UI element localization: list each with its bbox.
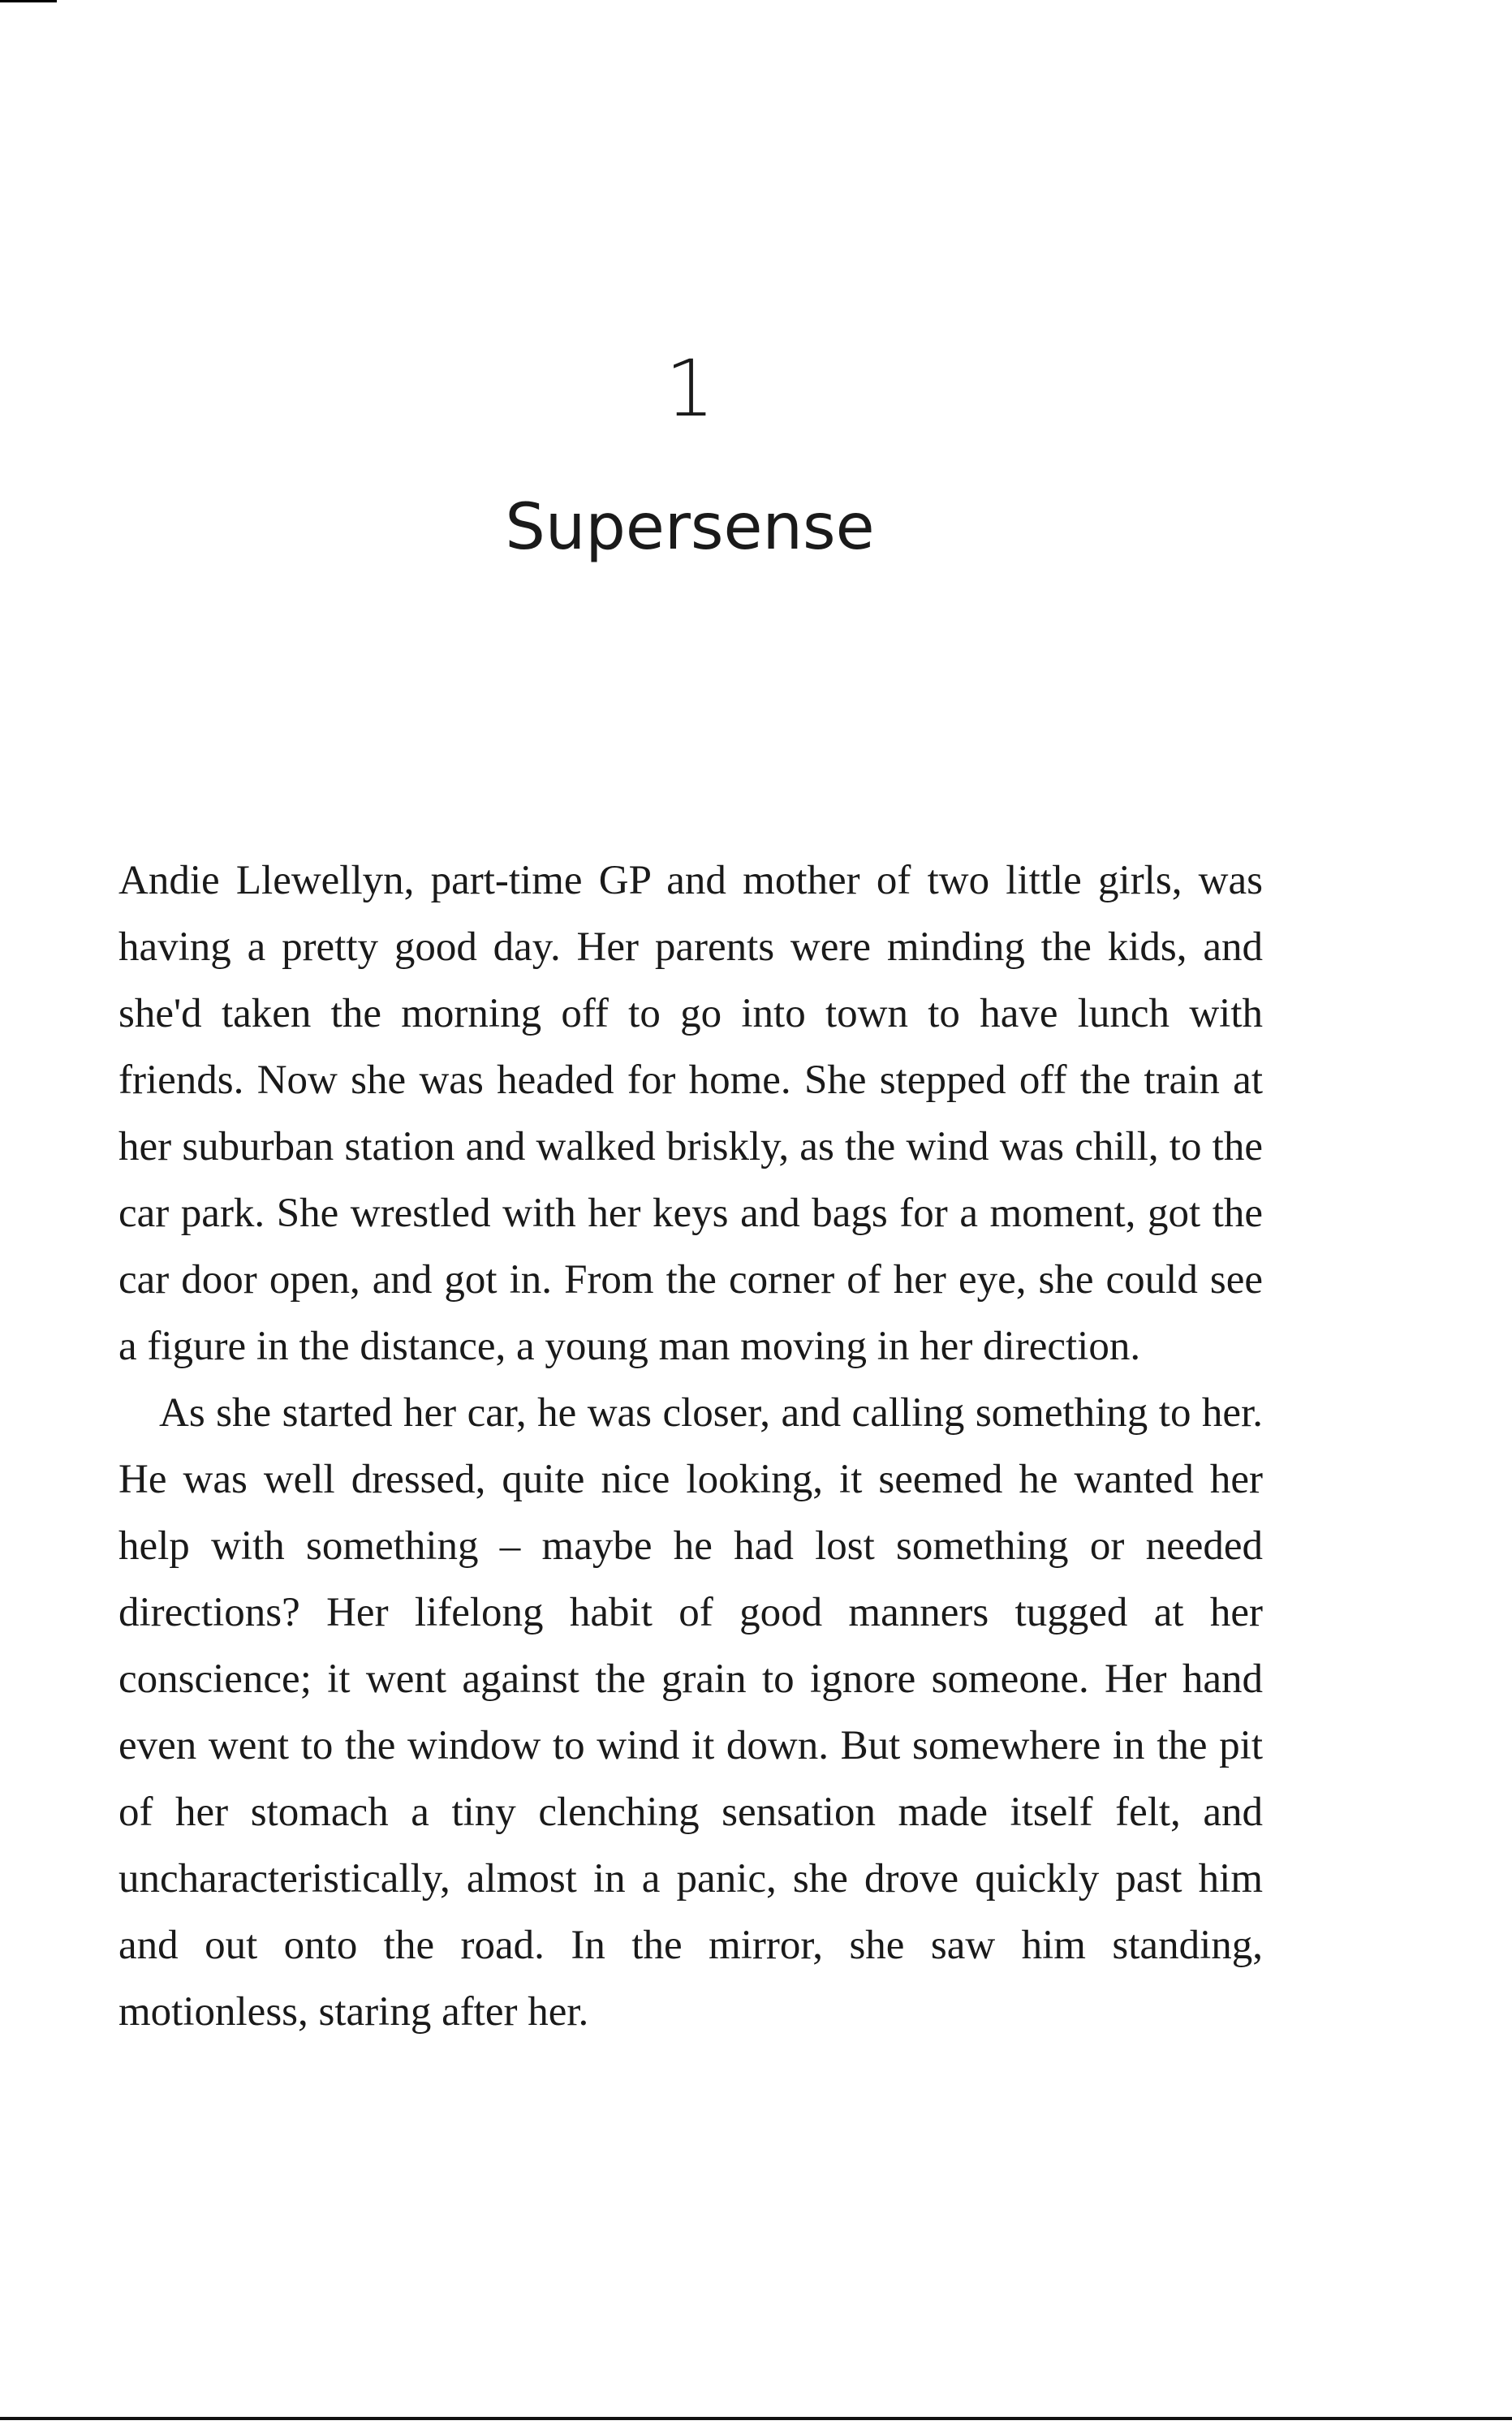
paragraph-2: As she started her car, he was closer, and calling something to her. He was well dressed, quite nice looking, it seemed he wanted her help with something – maybe he had lost something or needed directions? Her lifelong habit of good manners tugged at her conscience; it went against the grain to ignore someone. Her hand even went to the window to wind it down. But somewhere in the pit of her stomach a tiny clenching sensation made itself felt, and uncharacteristically, almost in a panic, she drove quickly past him and out onto the road. In the mirror, she saw him standing, motionless, staring after her. [118, 1390, 1263, 2035]
chapter-number: 1 [665, 343, 715, 435]
paragraph-1: Andie Llewellyn, part-time GP and mother of two little girls, was having a pretty good day. Her parents were minding the kids, and she'd taken the morning off to go into town to have lunch with friends. Now she was headed for home. She stepped off the train at her suburban station and walked briskly, as the wind was chill, to the car park. She wrestled with her keys and bags for a moment, got the car door open, and got in. From the corner of her eye, she could see a figure in the distance, a young man moving in her direction. [118, 858, 1263, 1369]
body-text [118, 847, 1263, 2045]
scan-edge-bottom [0, 2417, 1512, 2420]
chapter-title: Supersense [505, 490, 875, 564]
scan-edge-top [0, 0, 57, 2]
